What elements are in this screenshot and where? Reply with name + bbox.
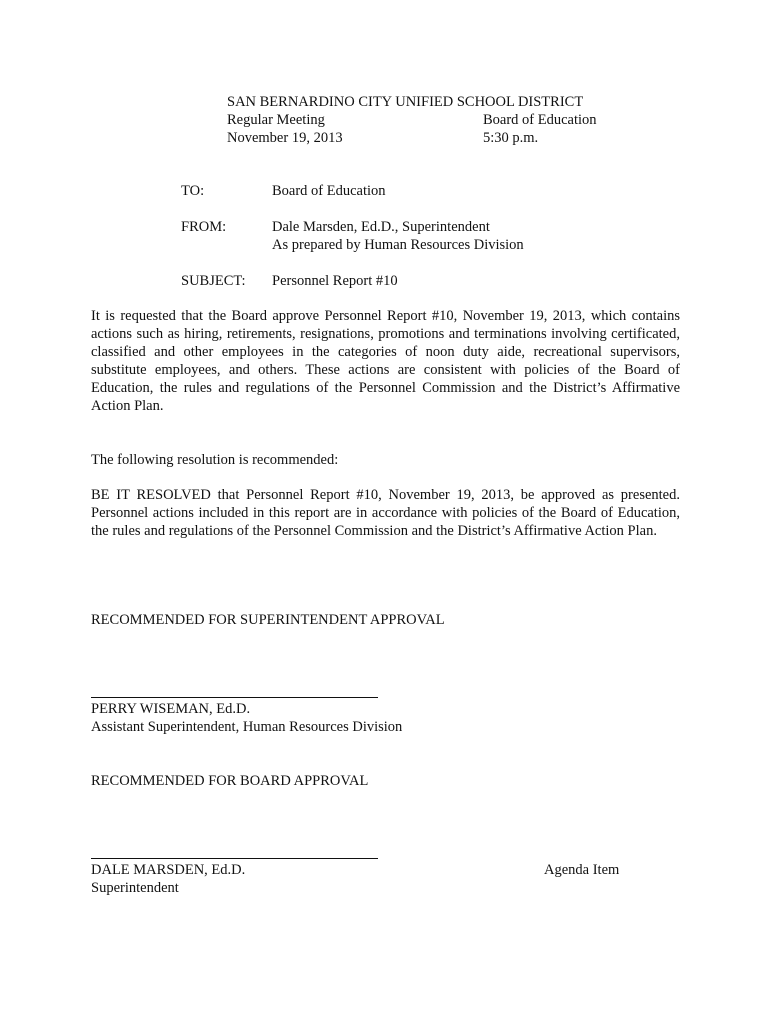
- meeting-type: Regular Meeting: [227, 112, 325, 128]
- request-paragraph: It is requested that the Board approve Personnel Report #10, November 19, 2013, which contains actions such as hiring, retirements, resignations, promotions and terminations involving certificated, classified and other employees in the categories of noon duty aide, recreational supervisors, substitute employees, and others. These actions are consistent with policies of the Board of Education, the rules and regulations of the Personnel Commission and the District’s Affirmative Action Plan.: [91, 308, 680, 414]
- meeting-body: Board of Education: [483, 112, 597, 128]
- signer-1-name: PERRY WISEMAN, Ed.D.: [91, 701, 251, 717]
- resolution-intro: The following resolution is recommended:: [91, 452, 339, 468]
- signer-2-name: DALE MARSDEN, Ed.D.: [91, 862, 246, 878]
- signature-line-1: [91, 697, 378, 698]
- district-name: SAN BERNARDINO CITY UNIFIED SCHOOL DISTRICT: [227, 94, 584, 110]
- resolution-paragraph: BE IT RESOLVED that Personnel Report #10, November 19, 2013, be approved as presented. Personnel actions included in this report are in accordance with policies of the Board of Education, the rules and regulations of the Personnel Commission and the District’s Affirmative Action Plan.: [91, 487, 680, 539]
- to-value: Board of Education: [272, 183, 386, 199]
- from-value-line-1: Dale Marsden, Ed.D., Superintendent: [272, 219, 490, 235]
- from-value-line-2: As prepared by Human Resources Division: [272, 237, 524, 253]
- subject-label: SUBJECT:: [181, 273, 246, 289]
- board-approval-heading: RECOMMENDED FOR BOARD APPROVAL: [91, 773, 369, 789]
- meeting-time: 5:30 p.m.: [483, 130, 539, 146]
- meeting-date: November 19, 2013: [227, 130, 343, 146]
- signer-2-title: Superintendent: [91, 880, 179, 896]
- signer-1-title: Assistant Superintendent, Human Resources Division: [91, 719, 403, 735]
- superintendent-approval-heading: RECOMMENDED FOR SUPERINTENDENT APPROVAL: [91, 612, 445, 628]
- to-label: TO:: [181, 183, 205, 199]
- from-label: FROM:: [181, 219, 227, 235]
- subject-value: Personnel Report #10: [272, 273, 398, 289]
- signature-line-2: [91, 858, 378, 859]
- agenda-item-label: Agenda Item: [544, 862, 620, 878]
